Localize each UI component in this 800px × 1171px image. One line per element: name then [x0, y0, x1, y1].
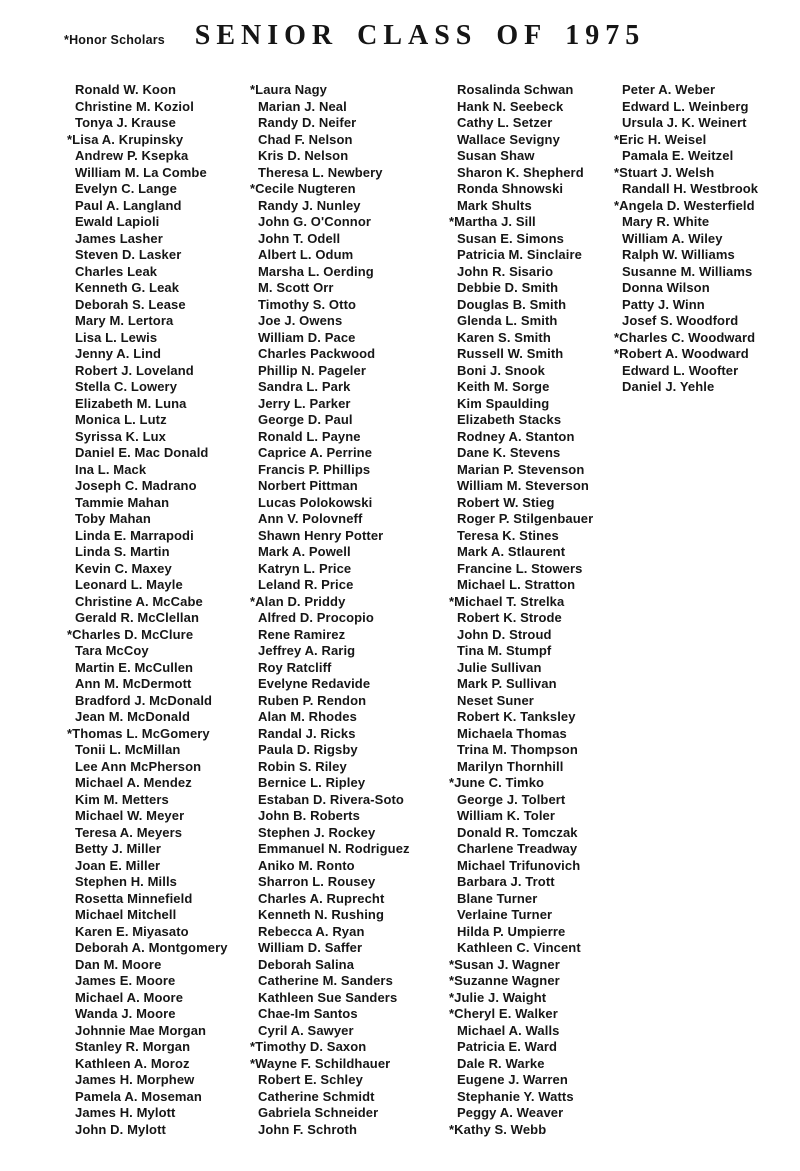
list-item: *Wayne F. Schildhauer [250, 1055, 391, 1071]
list-item: Wallace Sevigny [457, 131, 560, 147]
list-item: Robert J. Loveland [75, 362, 194, 378]
list-item: Timothy S. Otto [258, 296, 357, 312]
list-item: *Cheryl E. Walker [449, 1006, 558, 1021]
list-item: John G. O'Connor [258, 214, 372, 229]
list-item: Peggy A. Weaver [457, 1105, 564, 1120]
list-item: M. Scott Orr [258, 280, 334, 295]
list-item: Eugene J. Warren [457, 1072, 568, 1087]
list-item: Joan E. Miller [75, 857, 161, 873]
list-item: Charlene Treadway [457, 841, 578, 856]
list-item: *Martha J. Sill [449, 214, 536, 229]
list-item: Marian J. Neal [258, 98, 347, 114]
list-item: Betty J. Miller [75, 841, 162, 856]
list-item: Albert L. Odum [258, 247, 354, 262]
list-item: William D. Saffer [258, 940, 363, 955]
list-item: Stella C. Lowery [75, 379, 178, 394]
list-item: Linda S. Martin [75, 544, 170, 559]
list-item: Lee Ann McPherson [75, 758, 202, 774]
list-item: Paula D. Rigsby [258, 742, 358, 757]
list-item: John R. Sisario [457, 263, 554, 279]
list-item: Sandra L. Park [258, 379, 351, 394]
list-item: Keith M. Sorge [457, 379, 550, 394]
list-item: Michael Mitchell [75, 907, 177, 922]
list-item: Patty J. Winn [622, 296, 705, 312]
list-item: James Lasher [75, 230, 163, 246]
list-item: Gerald R. McClellan [75, 610, 199, 625]
page-title: SENIOR CLASS OF 1975 [194, 20, 646, 51]
list-item: Susan Shaw [457, 148, 535, 163]
list-item: Martin E. McCullen [75, 659, 194, 675]
list-item: Stephen J. Rockey [258, 824, 376, 840]
list-item: Sharon K. Shepherd [457, 164, 584, 180]
list-item: *Charles D. McClure [67, 626, 194, 642]
list-item: Randy D. Neifer [258, 115, 357, 130]
list-item: Karen E. Miyasato [75, 923, 189, 939]
list-item: Hank N. Seebeck [457, 98, 564, 114]
list-item: Daniel J. Yehle [622, 379, 715, 394]
list-item: *Eric H. Weisel [614, 131, 707, 147]
list-item: William D. Pace [258, 329, 356, 345]
list-item: Robert E. Schley [258, 1072, 363, 1087]
list-item: Charles Packwood [258, 346, 376, 361]
list-item: Josef S. Woodford [622, 313, 739, 328]
list-item: *Cecile Nugteren [250, 181, 356, 196]
list-item: James E. Moore [75, 973, 176, 988]
list-item: Francis P. Phillips [258, 461, 371, 477]
list-item: Verlaine Turner [457, 907, 553, 922]
list-item: *Julie J. Waight [449, 989, 547, 1005]
list-item: Paul A. Langland [75, 197, 182, 213]
list-item: Lisa L. Lewis [75, 329, 158, 345]
list-item: *Kathy S. Webb [449, 1121, 547, 1137]
list-item: Kathleen C. Vincent [457, 940, 581, 955]
list-item: Susanne M. Williams [622, 263, 753, 279]
list-item: Kathleen A. Moroz [75, 1055, 190, 1071]
list-item: Alan M. Rhodes [258, 709, 357, 724]
list-item: Dale R. Warke [457, 1055, 545, 1071]
list-item: Leland R. Price [258, 577, 354, 592]
list-item: Pamela A. Moseman [75, 1088, 202, 1104]
list-item: *Charles C. Woodward [614, 329, 756, 345]
list-item: Lucas Polokowski [258, 494, 373, 510]
list-item: Barbara J. Trott [457, 874, 555, 889]
list-item: Karen S. Smith [457, 329, 551, 345]
list-item: *Robert A. Woodward [614, 346, 749, 361]
list-item: Marian P. Stevenson [457, 461, 585, 477]
list-item: Patricia M. Sinclaire [457, 247, 582, 262]
list-item: Estaban D. Rivera-Soto [258, 791, 404, 807]
list-item: Leonard L. Mayle [75, 577, 183, 592]
list-item: *Michael T. Strelka [449, 593, 565, 609]
list-item: Charles A. Ruprecht [258, 890, 385, 906]
list-item: Evelyne Redavide [258, 676, 371, 691]
list-item: Kenneth G. Leak [75, 280, 180, 295]
list-item: Dane K. Stevens [457, 445, 561, 460]
list-item: Evelyn C. Lange [75, 181, 177, 196]
list-item: Stephanie Y. Watts [457, 1088, 574, 1104]
list-item: Deborah A. Montgomery [75, 940, 228, 955]
list-item: Tonii L. McMillan [75, 742, 181, 757]
list-item: Kim M. Metters [75, 791, 169, 807]
list-item: Francine L. Stowers [457, 560, 583, 576]
list-item: Joseph C. Madrano [75, 478, 197, 493]
list-item: Patricia E. Ward [457, 1039, 558, 1054]
list-item: Ruben P. Rendon [258, 692, 367, 708]
list-item: Joe J. Owens [258, 313, 343, 328]
list-item: *Suzanne Wagner [449, 973, 560, 988]
honor-scholars-legend: *Honor Scholars [64, 33, 165, 47]
list-item: Randy J. Nunley [258, 197, 361, 213]
list-item: Roger P. Stilgenbauer [457, 511, 594, 526]
list-item: Boni J. Snook [457, 362, 545, 378]
list-item: Daniel E. Mac Donald [75, 445, 209, 460]
list-item: Edward L. Weinberg [622, 98, 749, 114]
list-item: Caprice A. Perrine [258, 445, 373, 460]
list-item: Steven D. Lasker [75, 247, 182, 262]
list-item: Tara McCoy [75, 643, 149, 658]
list-item: Ronald L. Payne [258, 428, 361, 444]
list-item: Mark A. Powell [258, 544, 351, 559]
list-item: Robert W. Stieg [457, 494, 555, 510]
list-item: Catherine Schmidt [258, 1088, 375, 1104]
list-item: *Laura Nagy [250, 82, 327, 97]
list-item: Ann V. Polovneff [258, 511, 363, 526]
list-item: Bernice L. Ripley [258, 775, 366, 790]
list-item: George D. Paul [258, 412, 353, 427]
list-item: *Alan D. Priddy [250, 593, 346, 609]
list-item: William K. Toler [457, 808, 556, 823]
list-item: Douglas B. Smith [457, 296, 567, 312]
list-item: Rene Ramirez [258, 626, 346, 642]
list-item: Theresa L. Newbery [258, 164, 383, 180]
name-column-4 [614, 82, 758, 396]
list-item: Emmanuel N. Rodriguez [258, 841, 410, 856]
list-item: Linda E. Marrapodi [75, 527, 194, 543]
list-item: Jerry L. Parker [258, 395, 351, 411]
list-item: Donald R. Tomczak [457, 824, 578, 840]
list-item: Chae-Im Santos [258, 1006, 358, 1021]
list-item: Jenny A. Lind [75, 346, 162, 361]
list-item: Robin S. Riley [258, 758, 347, 774]
list-item: Bradford J. McDonald [75, 692, 213, 708]
list-item: Cyril A. Sawyer [258, 1022, 354, 1038]
list-item: Jean M. McDonald [75, 709, 191, 724]
list-item: Neset Suner [457, 692, 534, 708]
list-item: *Susan J. Wagner [449, 956, 560, 972]
list-item: Norbert Pittman [258, 478, 358, 493]
list-item: Tonya J. Krause [75, 115, 176, 130]
list-item: James H. Mylott [75, 1105, 176, 1120]
list-item: Elizabeth M. Luna [75, 395, 187, 411]
list-item: Kenneth N. Rushing [258, 907, 385, 922]
list-item: Ann M. McDermott [75, 676, 192, 691]
list-item: Trina M. Thompson [457, 742, 578, 757]
list-item: Julie Sullivan [457, 659, 542, 675]
list-item: *Angela D. Westerfield [614, 197, 755, 213]
list-item: Michael A. Moore [75, 989, 184, 1005]
list-item: Ursula J. K. Weinert [622, 115, 747, 130]
list-item: Randal J. Ricks [258, 725, 356, 741]
list-item: Michael L. Stratton [457, 577, 576, 592]
list-item: William M. Steverson [457, 478, 589, 493]
list-item: Shawn Henry Potter [258, 527, 384, 543]
list-item: Donna Wilson [622, 280, 710, 295]
list-item: Michael A. Mendez [75, 775, 192, 790]
list-item: Christine A. McCabe [75, 593, 203, 609]
list-item: *Lisa A. Krupinsky [67, 131, 184, 147]
list-item: George J. Tolbert [457, 791, 566, 807]
list-item: Hilda P. Umpierre [457, 923, 566, 939]
list-item: Robert K. Tanksley [457, 709, 576, 724]
list-item: Kris D. Nelson [258, 148, 349, 163]
list-item: William M. La Combe [75, 164, 207, 180]
list-item: Deborah S. Lease [75, 296, 186, 312]
list-item: Mark A. Stlaurent [457, 544, 566, 559]
list-item: *Stuart J. Welsh [614, 164, 715, 180]
list-item: Catherine M. Sanders [258, 973, 393, 988]
list-item: Monica L. Lutz [75, 412, 167, 427]
list-item: Kevin C. Maxey [75, 560, 172, 576]
list-item: Gabriela Schneider [258, 1105, 379, 1120]
list-item: *Timothy D. Saxon [250, 1039, 367, 1054]
list-item: Kim Spaulding [457, 395, 550, 411]
list-item: *Thomas L. McGomery [67, 725, 210, 741]
list-item: Ronald W. Koon [75, 82, 177, 97]
list-item: Mary R. White [622, 214, 710, 229]
list-item: Michael A. Walls [457, 1022, 560, 1038]
list-item: Christine M. Koziol [75, 98, 194, 114]
list-item: Charles Leak [75, 263, 158, 279]
list-item: Chad F. Nelson [258, 131, 353, 147]
name-column-1 [67, 82, 228, 1138]
list-item: Ronda Shnowski [457, 181, 564, 196]
list-item: Elizabeth Stacks [457, 412, 562, 427]
list-item: Alfred D. Procopio [258, 610, 374, 625]
list-item: Rosalinda Schwan [457, 82, 574, 97]
list-item: Ralph W. Williams [622, 247, 735, 262]
list-item: Katryn L. Price [258, 560, 352, 576]
list-item: Stanley R. Morgan [75, 1039, 191, 1054]
list-item: Teresa K. Stines [457, 527, 559, 543]
list-item: Toby Mahan [75, 511, 151, 526]
name-column-3 [449, 82, 593, 1138]
list-item: Wanda J. Moore [75, 1006, 176, 1021]
list-item: Michael W. Meyer [75, 808, 185, 823]
list-item: Marsha L. Oerding [258, 263, 374, 279]
list-item: Michael Trifunovich [457, 857, 581, 873]
list-item: Syrissa K. Lux [75, 428, 166, 444]
list-item: Susan E. Simons [457, 230, 564, 246]
list-item: Stephen H. Mills [75, 874, 178, 889]
list-item: Glenda L. Smith [457, 313, 558, 328]
list-item: Roy Ratcliff [258, 659, 332, 675]
list-item: Mary M. Lertora [75, 313, 174, 328]
list-item: Marilyn Thornhill [457, 758, 564, 774]
name-column-2 [250, 82, 410, 1138]
list-item: Phillip N. Pageler [258, 362, 366, 378]
list-item: Teresa A. Meyers [75, 824, 183, 840]
list-item: Debbie D. Smith [457, 280, 559, 295]
list-item: Mark Shults [457, 197, 532, 213]
list-item: Dan M. Moore [75, 956, 162, 972]
list-item: Rosetta Minnefield [75, 890, 193, 906]
list-item: Jeffrey A. Rarig [258, 643, 356, 658]
list-item: Andrew P. Ksepka [75, 148, 189, 163]
list-item: John B. Roberts [258, 808, 360, 823]
list-item: Aniko M. Ronto [258, 857, 355, 873]
list-item: John F. Schroth [258, 1121, 357, 1137]
list-item: Tina M. Stumpf [457, 643, 552, 658]
list-item: Ina L. Mack [75, 461, 147, 477]
list-item: Cathy L. Setzer [457, 115, 553, 130]
list-item: Michaela Thomas [457, 725, 567, 741]
list-item: John D. Mylott [75, 1121, 166, 1137]
list-item: Kathleen Sue Sanders [258, 989, 398, 1005]
list-item: *June C. Timko [449, 775, 545, 790]
list-item: Blane Turner [457, 890, 538, 906]
list-item: Peter A. Weber [622, 82, 716, 97]
list-item: William A. Wiley [622, 230, 723, 246]
list-item: Robert K. Strode [457, 610, 562, 625]
list-item: James H. Morphew [75, 1072, 195, 1087]
list-item: John T. Odell [258, 230, 341, 246]
list-item: Edward L. Woofter [622, 362, 739, 378]
list-item: Pamala E. Weitzel [622, 148, 734, 163]
list-item: Johnnie Mae Morgan [75, 1022, 207, 1038]
list-item: Russell W. Smith [457, 346, 564, 361]
list-item: Sharron L. Rousey [258, 874, 376, 889]
list-item: John D. Stroud [457, 626, 552, 642]
list-item: Ewald Lapioli [75, 214, 160, 229]
list-item: Rodney A. Stanton [457, 428, 575, 444]
list-item: Tammie Mahan [75, 494, 170, 510]
list-item: Randall H. Westbrook [622, 181, 759, 196]
list-item: Rebecca A. Ryan [258, 923, 365, 939]
list-item: Deborah Salina [258, 956, 355, 972]
list-item: Mark P. Sullivan [457, 676, 557, 691]
